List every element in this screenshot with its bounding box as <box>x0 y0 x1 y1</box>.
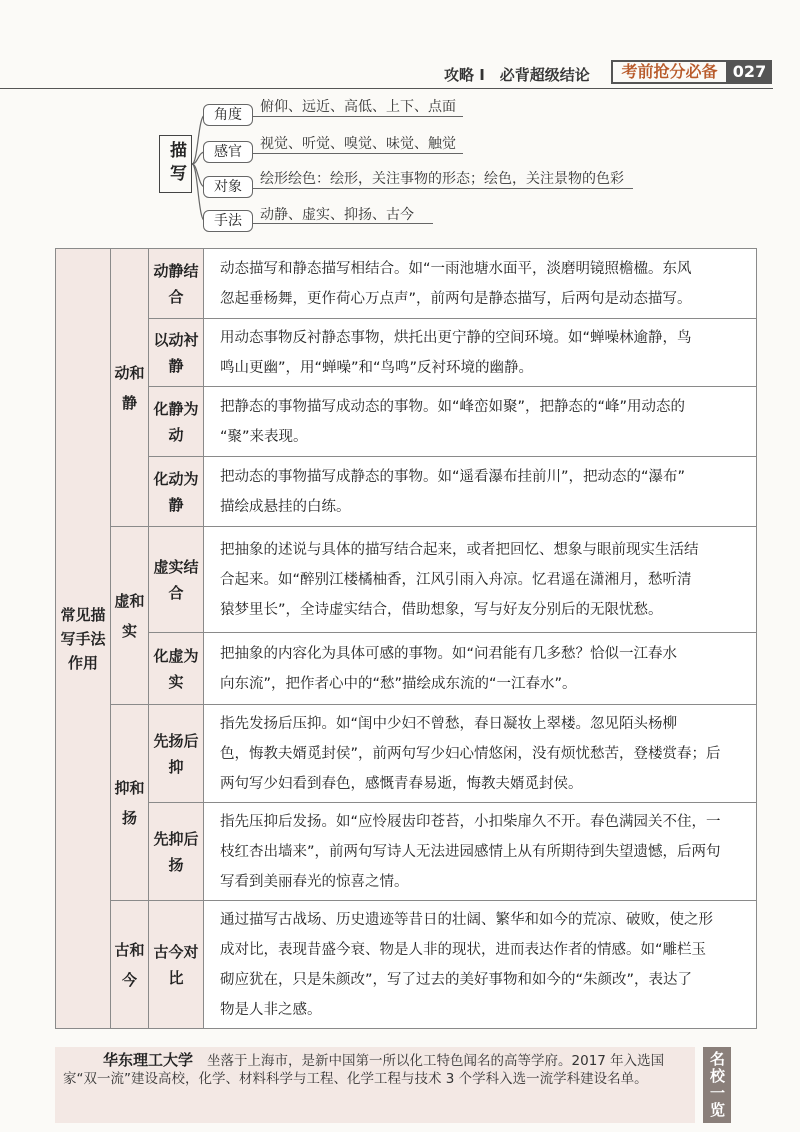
row-name: 化虚为实 <box>149 633 204 705</box>
row-name: 化静为动 <box>149 387 204 457</box>
mindmap-node-senses: 感官 <box>203 141 253 163</box>
row-description: 把静态的事物描写成动态的事物。如“峰峦如聚”，把静态的“峰”用动态的 “聚”来表现。 <box>204 387 757 457</box>
mindmap-text-angle: 俯仰、远近、高低、上下、点面 <box>260 99 456 115</box>
group-label-suppress-raise: 抑和扬 <box>111 705 149 901</box>
mindmap-underline <box>253 153 463 154</box>
side-tab-label: 名校一览 <box>703 1047 731 1123</box>
row-name: 先抑后扬 <box>149 803 204 901</box>
techniques-table <box>55 248 757 1029</box>
footer-school-box <box>55 1047 695 1123</box>
row-description: 指先发扬后压抑。如“闺中少妇不曾愁，春日凝妆上翠楼。忽见陌头杨柳 色，悔教夫婿觅封侯”，前两句写少妇心情悠闲，没有烦忧愁苦，登楼赏春；后 两句写少妇看到春色，感慨青春易逝，悔教夫婿觅封侯。 <box>204 705 757 803</box>
row-name: 先扬后抑 <box>149 705 204 803</box>
page-number: 027 <box>727 60 772 84</box>
school-name: 华东理工大学 <box>103 1051 194 1069</box>
row-name: 虚实结合 <box>149 527 204 633</box>
section-title: 攻略 I 必背超级结论 <box>444 66 590 84</box>
row-description: 通过描写古战场、历史遗迹等昔日的壮阔、繁华和如今的荒凉、破败，使之形 成对比，表现昔盛今衰、物是人非的现状，进而表达作者的情感。如“雕栏玉 砌应犹在，只是朱颜改”，写了过去的美好事物和如今的“朱颜改”，表达了 物是人非之感。 <box>204 901 757 1029</box>
group-label-virtual-real: 虚和实 <box>111 527 149 705</box>
mindmap-node-technique: 手法 <box>203 210 253 232</box>
row-description: 指先压抑后发扬。如“应怜屐齿印苍苔，小扣柴扉久不开。春色满园关不住，一 枝红杏出墙来”，前两句写诗人无法进园感情上从有所期待到失望遗憾，后两句 写看到美丽春光的惊喜之情。 <box>204 803 757 901</box>
mindmap-text-technique: 动静、虚实、抑扬、古今 <box>260 207 414 223</box>
mindmap-node-object: 对象 <box>203 176 253 198</box>
row-description: 动态描写和静态描写相结合。如“一雨池塘水面平，淡磨明镜照檐楹。东风 忽起垂杨舞，更作荷心万点声”，前两句是静态描写，后两句是动态描写。 <box>204 249 757 319</box>
row-description: 把抽象的述说与具体的描写结合起来，或者把回忆、想象与眼前现实生活结 合起来。如“醉别江楼橘柚香，江风引雨入舟凉。忆君遥在潇湘月，愁听清 猿梦里长”，全诗虚实结合，借助想象，写与好友分别后的无限忧愁。 <box>204 527 757 633</box>
mindmap-text-object: 绘形绘色：绘形，关注事物的形态；绘色，关注景物的色彩 <box>260 171 624 187</box>
footer-paragraph <box>63 1051 687 1088</box>
mindmap-underline <box>253 116 463 117</box>
group-label-motion-stillness: 动和静 <box>111 249 149 527</box>
school-description: 坐落于上海市，是新中国第一所以化工特色闻名的高等学府。2017 年入选国家“双一流”建设高校，化学、材料科学与工程、化学工程与技术 3 个学科入选一流学科建设名单。 <box>63 1053 665 1087</box>
row-name: 化动为静 <box>149 457 204 527</box>
mindmap-underline <box>253 223 433 224</box>
mindmap-text-senses: 视觉、听觉、嗅觉、味觉、触觉 <box>260 136 456 152</box>
group-label-past-present: 古和今 <box>111 901 149 1029</box>
row-description: 用动态事物反衬静态事物，烘托出更宁静的空间环境。如“蝉噪林逾静，鸟 鸣山更幽”，用“蝉噪”和“鸟鸣”反衬环境的幽静。 <box>204 319 757 387</box>
mindmap-root: 描写 <box>159 135 192 193</box>
header-box-title: 考前抢分必备 <box>611 60 728 84</box>
mindmap-underline <box>253 188 633 189</box>
row-description: 把抽象的内容化为具体可感的事物。如“问君能有几多愁？恰似一江春水 向东流”，把作者心中的“愁”描绘成东流的“一江春水”。 <box>204 633 757 705</box>
row-name: 古今对比 <box>149 901 204 1029</box>
row-name: 以动衬静 <box>149 319 204 387</box>
row-name: 动静结合 <box>149 249 204 319</box>
mindmap-node-angle: 角度 <box>203 104 253 126</box>
table-main-label: 常见描写手法作用 <box>56 249 111 1029</box>
row-description: 把动态的事物描写成静态的事物。如“遥看瀑布挂前川”，把动态的“瀑布” 描绘成悬挂的白练。 <box>204 457 757 527</box>
